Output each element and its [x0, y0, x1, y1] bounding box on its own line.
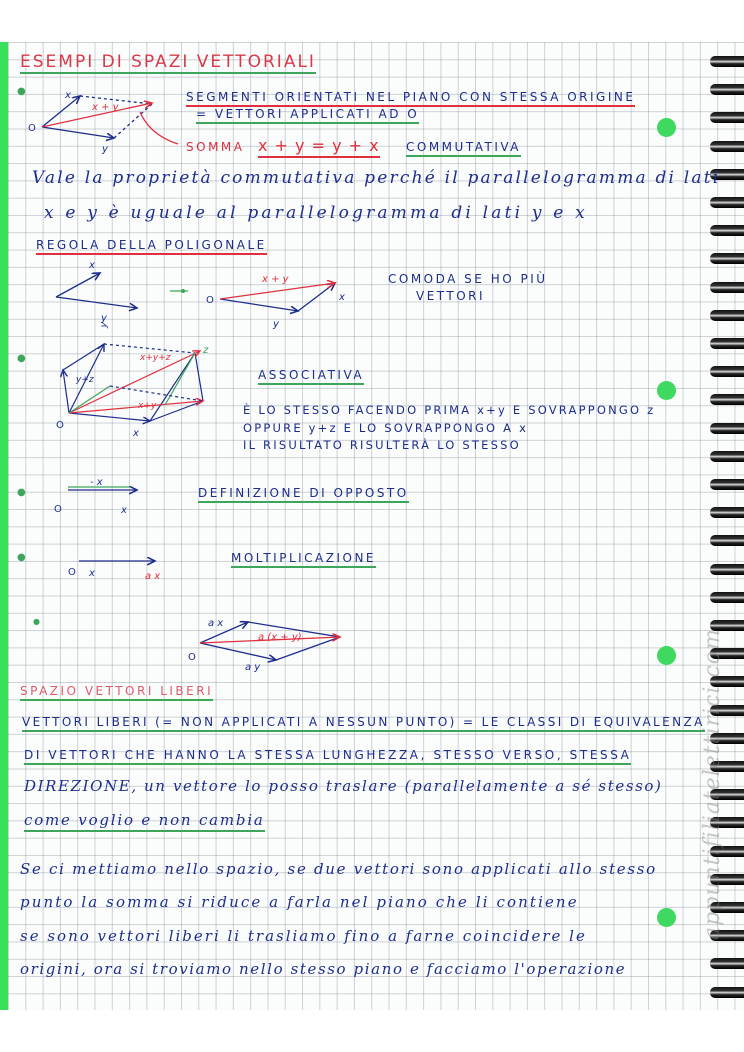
intro-line1: SEGMENTI ORIENTATI NEL PIANO CON STESSA ORIGINE	[186, 90, 635, 107]
label-x: x	[339, 292, 345, 303]
opposto-heading: DEFINIZIONE DI OPPOSTO	[198, 486, 409, 503]
bullet-dot: ●	[33, 617, 40, 626]
liberi-paragraph-4: origini, ora si troviamo nello stesso piano e facciamo l'operazione	[20, 960, 627, 978]
label-y: y	[99, 321, 110, 329]
poligonale-heading: REGOLA DELLA POLIGONALE	[36, 238, 267, 255]
origin-label: O	[28, 123, 36, 134]
intro-text-2: x e y è uguale al parallelogramma di lati y e x	[44, 203, 588, 223]
poligonale-note-1: COMODA SE HO PIÙ	[388, 272, 548, 286]
page-title: ESEMPI DI SPAZI VETTORIALI	[20, 52, 316, 72]
associativa-heading: ASSOCIATIVA	[258, 368, 364, 385]
liberi-line4: come voglio e non cambia	[24, 811, 265, 832]
liberi-line2: DI VETTORI CHE HANNO LA STESSA LUNGHEZZA, STESSO VERSO, STESSA	[24, 748, 631, 765]
watermark: appuntifiliatelettirici.com	[700, 628, 725, 940]
origin-label: O	[68, 567, 76, 578]
label-y: y	[101, 313, 107, 324]
label-a-x: a x	[145, 571, 161, 582]
associativa-line2: OPPURE y+z E LO SOVRAPPONGO A x	[243, 421, 529, 435]
label-x-plus-y: x + y	[92, 102, 119, 113]
label-x: x	[89, 568, 95, 579]
liberi-paragraph-1: Se ci mettiamo nello spazio, se due vettori sono applicati allo stesso	[20, 860, 657, 878]
origin-label: O	[54, 504, 62, 515]
label-x-plus-y-plus-z: x+y+z	[140, 353, 171, 363]
label-a-x-plus-y: a (x + y)	[258, 632, 302, 643]
liberi-line1: VETTORI LIBERI (= NON APPLICATI A NESSUN PUNTO) = LE CLASSI DI EQUIVALENZA	[22, 715, 705, 732]
label-x: x	[89, 260, 95, 271]
label-y: y	[273, 319, 279, 330]
bullet-dot: ●	[17, 86, 26, 97]
label-a-x: a x	[208, 618, 224, 629]
bullet-dot: ●	[17, 552, 26, 563]
label-x: x	[121, 505, 127, 516]
label-a-y: a y	[245, 662, 261, 673]
figure-poligonale	[56, 273, 335, 311]
intro-text-1: Vale la proprietà commutativa perché il parallelogramma di lati	[32, 168, 721, 188]
liberi-paragraph-2: punto la somma si riduce a farla nel piano che li contiene	[20, 893, 579, 911]
label-x: x	[133, 428, 139, 439]
bullet-dot: ●	[17, 487, 26, 498]
associativa-line1: È LO STESSO FACENDO PRIMA x+y E SOVRAPPONGO z	[243, 403, 656, 417]
label-minus-x: - x	[90, 477, 103, 488]
associativa-line3: IL RISULTATO RISULTERÀ LO STESSO	[243, 438, 521, 452]
label-y: y	[102, 144, 108, 155]
label-z: z	[203, 345, 209, 356]
moltiplicazione-heading: MOLTIPLICAZIONE	[231, 551, 376, 568]
label-x-plus-y-2: x+y	[138, 401, 157, 411]
label-y-plus-z: y+z	[76, 375, 94, 385]
commutativa-label: COMMUTATIVA	[406, 140, 521, 157]
poligonale-note-2: VETTORI	[416, 289, 486, 303]
intro-line2: = VETTORI APPLICATI AD O	[196, 107, 419, 124]
label-x: x	[65, 90, 71, 101]
origin-label: O	[206, 295, 214, 306]
origin-label: O	[188, 652, 196, 663]
label-x-plus-y: x + y	[262, 274, 289, 285]
liberi-line3: DIREZIONE, un vettore lo posso traslare (parallelamente a sé stesso)	[24, 777, 663, 795]
liberi-paragraph-3: se sono vettori liberi li trasliamo fino a farne coincidere le	[20, 927, 587, 945]
origin-label: O	[56, 420, 64, 431]
liberi-heading: SPAZIO VETTORI LIBERI	[20, 684, 213, 701]
bullet-dot: ●	[17, 353, 26, 364]
somma-label: SOMMA	[186, 140, 245, 154]
somma-formula: x + y = y + x	[258, 136, 380, 158]
